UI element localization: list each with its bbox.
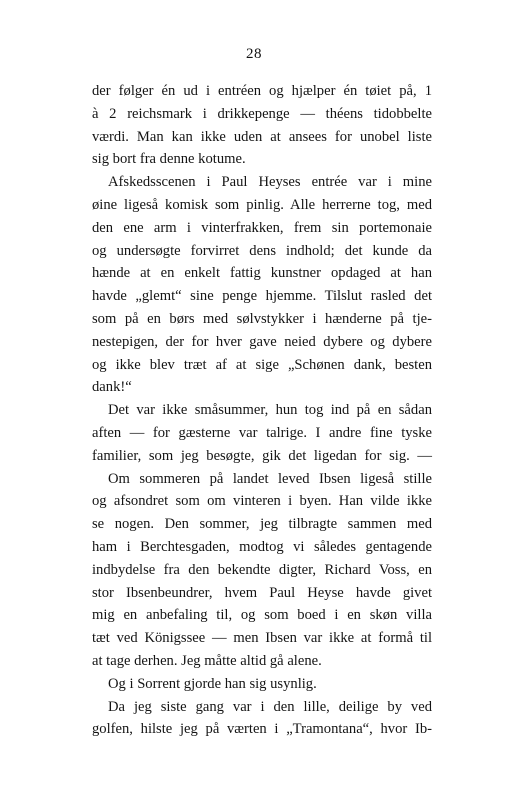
text-line: golfen, hilste jeg på værten i „Tramontana“, hvor Ib-	[92, 721, 432, 738]
text-line: Afskedsscenen i Paul Heyses entrée var i mine	[108, 174, 432, 191]
text-line: som på en børs med sølvstykker i hænderne på tje-	[92, 310, 432, 327]
text-line: den ene arm i vinterfrakken, frem sin portemonaie	[92, 219, 432, 236]
text-line: tæt ved Königssee — men Ibsen var ikke at formå til	[92, 630, 432, 647]
text-line: hænde at en enkelt fattig kunstner opdaged at han	[92, 265, 432, 282]
text-line: og ikke blev træt af at sige „Schønen dank, besten	[92, 356, 432, 373]
text-line: Da jeg siste gang var i den lille, deilige by ved	[108, 698, 432, 715]
text-line: at tage derhen. Jeg måtte altid gå alene.	[92, 652, 322, 669]
text-line: familier, som jeg besøgte, gik det ligedan for sig. —	[92, 447, 432, 464]
text-line: der følger én ud i entréen og hjælper én tøiet på, 1	[92, 83, 432, 99]
text-line: øine ligeså komisk som pinlig. Alle herrerne tog, med	[92, 196, 432, 213]
text-line: se nogen. Den sommer, jeg tilbragte sammen med	[92, 516, 432, 533]
text-line: indbydelse fra den bekendte digter, Richard Voss, en	[92, 561, 432, 578]
text-line: à 2 reichsmark i drikkepenge — théens tidobbelte	[92, 105, 432, 122]
text-line: og afsondret som om vinteren i byen. Han vilde ikke	[92, 493, 432, 510]
text-line: Det var ikke småsummer, hun tog ind på en sådan	[108, 402, 432, 419]
text-line: og undersøgte forvirret dens indhold; det kunde da	[92, 242, 432, 259]
text-line: stor Ibsenbeundrer, hvem Paul Heyse havde givet	[92, 584, 432, 601]
body-text	[92, 80, 432, 741]
text-line: Om sommeren på landet leved Ibsen ligeså stille	[108, 470, 432, 487]
page-number: 28	[246, 46, 262, 62]
text-line: aften — for gæsterne var talrige. I andre fine tyske	[92, 424, 432, 441]
text-line: havde „glemt“ sine penge hjemme. Tilslut rasled det	[92, 288, 432, 305]
text-line: ham i Berchtesgaden, modtog vi således gentagende	[92, 538, 432, 555]
text-line: nestepigen, der for hver gave neied dybere og dybere	[92, 333, 432, 350]
text-line: dank!“	[92, 379, 132, 396]
text-line: mig en anbefaling til, og som boed i en skøn villa	[92, 607, 432, 624]
text-line: sig bort fra denne kotume.	[92, 151, 246, 168]
text-line: værdi. Man kan ikke uden at ansees for unobel liste	[92, 128, 432, 145]
text-line: Og i Sorrent gjorde han sig usynlig.	[108, 675, 317, 692]
